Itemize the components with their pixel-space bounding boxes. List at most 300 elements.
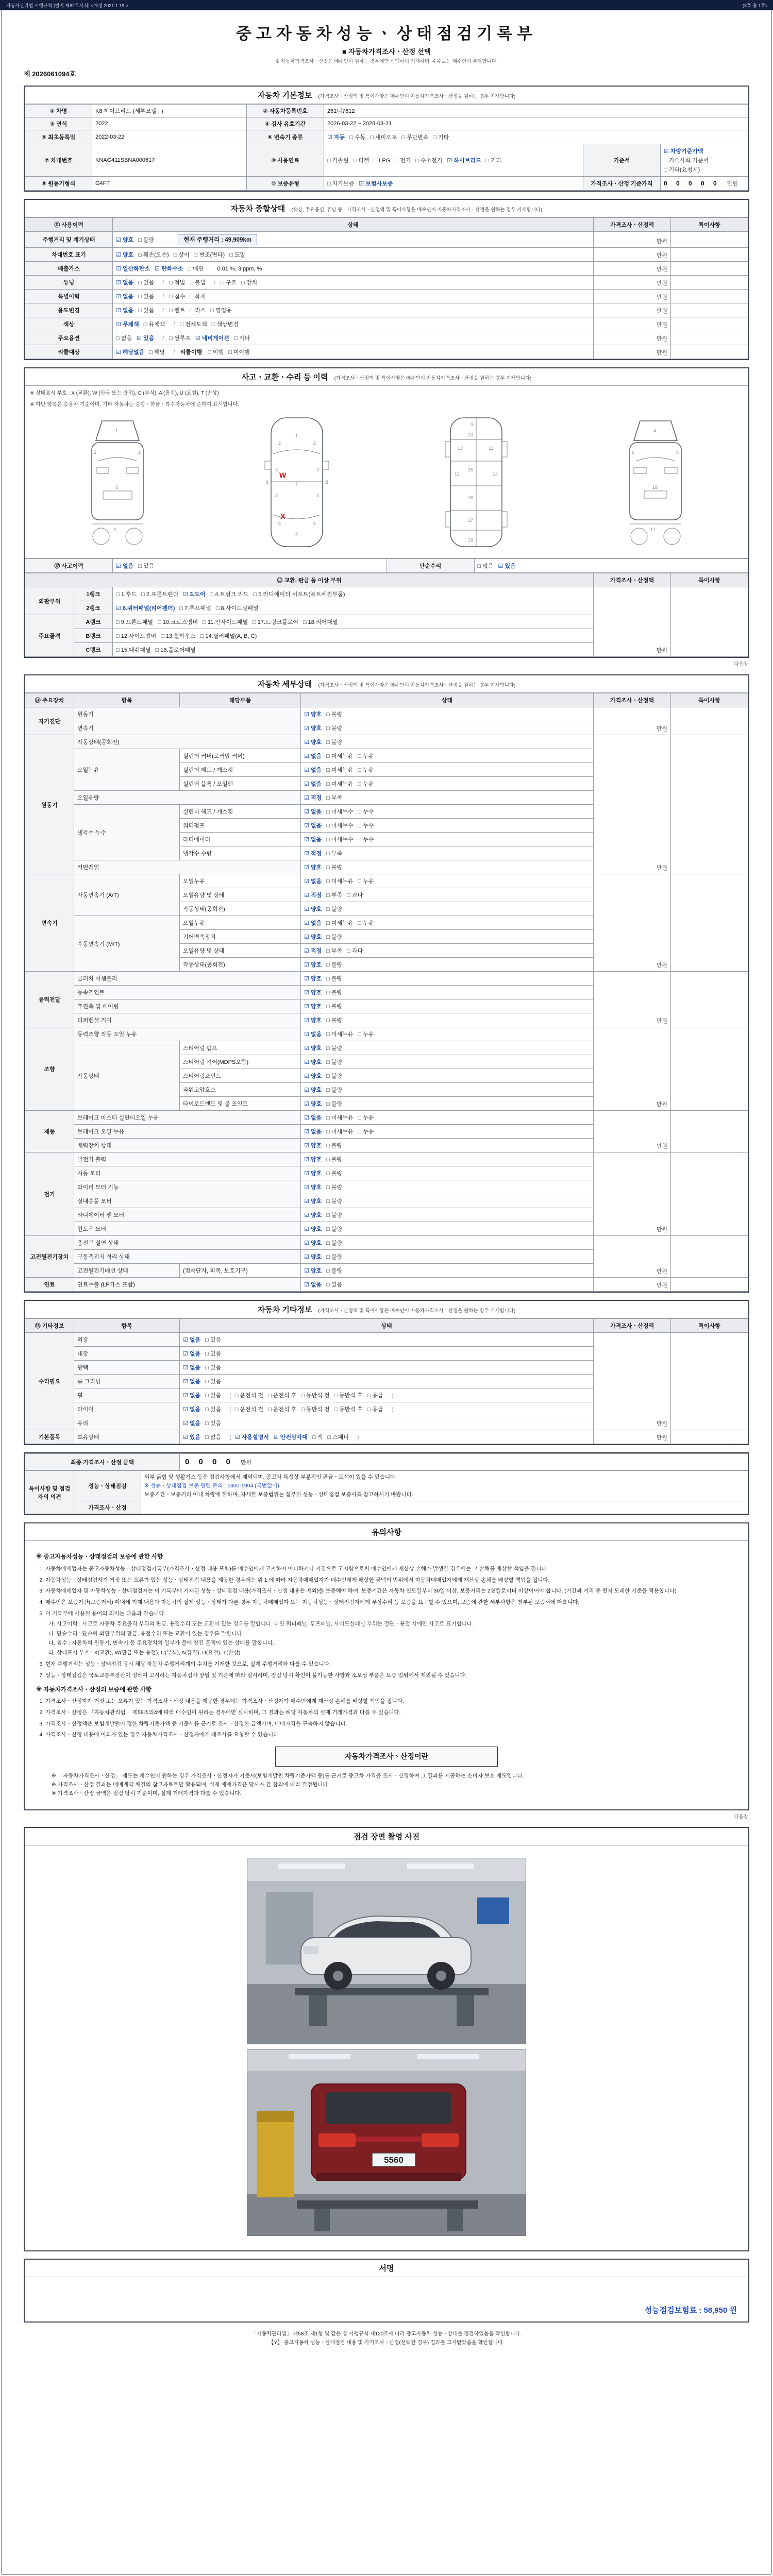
checkbox-안전삼각대[interactable]: ☑ 안전삼각대: [273, 1434, 308, 1440]
price-cell: 만원: [594, 1236, 671, 1278]
car-front-view-diagram: [53, 414, 182, 553]
field-label: ① 차명: [25, 105, 92, 117]
checkbox-불량[interactable]: □ 불량: [326, 1004, 343, 1010]
checkbox-누유[interactable]: □ 누유: [358, 878, 374, 885]
checkbox-양호[interactable]: ☑ 양호: [304, 1226, 322, 1232]
item-label: 브레이크 마스터 실린더오일 누유: [74, 1111, 301, 1125]
checkbox-디젤[interactable]: □ 디젤: [353, 158, 369, 164]
checkbox-미세누유[interactable]: □ 미세누유: [326, 1031, 354, 1038]
row-label: 배출가스: [25, 262, 113, 276]
row-label: 리콜대상: [25, 345, 113, 359]
checkbox-양호[interactable]: ☑ 양호: [304, 1004, 322, 1010]
checkbox-18.리어패널[interactable]: □ 18.리어패널: [303, 619, 338, 625]
checkbox-이행[interactable]: □ 이행: [208, 349, 224, 355]
checkbox-4.트렁크 리드[interactable]: □ 4.트렁크 리드: [210, 591, 249, 598]
field-label: ③ 연식: [25, 117, 92, 130]
divider: ): [357, 1434, 359, 1440]
checkbox-네비게이션[interactable]: ☑ 네비게이션: [195, 335, 229, 342]
checkbox-탄화수소[interactable]: ☑ 탄화수소: [155, 266, 183, 272]
checkbox-불량[interactable]: □ 불량: [326, 1073, 343, 1079]
checkbox-누유[interactable]: □ 누유: [358, 781, 374, 787]
checkbox-하이브리드[interactable]: ☑ 하이브리드: [447, 158, 481, 164]
checkbox-없음[interactable]: ☑ 없음: [183, 1365, 201, 1371]
checkbox-부족[interactable]: □ 부족: [326, 892, 343, 899]
definition-line: ※ 「자동차가격조사ㆍ산정」 제도는 매수인이 원하는 경우 가격조사ㆍ산정자가 기준서(보험개발원 차량기준가액 등)를 근거로 중고차 가격을 조사ㆍ산정하여 그 결과를 제공하는 소비자 보호 제도입니다.: [52, 1772, 524, 1779]
checkbox-7.루프패널[interactable]: □ 7.루프패널: [179, 605, 211, 612]
price-cell: 만원: [594, 1278, 671, 1292]
checkbox-상이[interactable]: □ 상이: [173, 252, 190, 258]
checkbox-양호[interactable]: ☑ 양호: [304, 990, 322, 996]
checkbox-13.휠하우스[interactable]: □ 13.휠하우스: [161, 633, 196, 639]
field-label: 가격조사ㆍ산정 기준가격: [583, 177, 660, 191]
photos-title: 점검 장면 촬영 사진: [25, 1828, 748, 1845]
checkbox-11.인사이드패널[interactable]: □ 11.인사이드패널: [203, 619, 248, 625]
checkbox-10.크로스멤버[interactable]: □ 10.크로스멤버: [158, 619, 198, 625]
item-label: 작동상태: [74, 1041, 180, 1111]
checkbox-미세누유[interactable]: □ 미세누유: [326, 1129, 354, 1135]
checkbox-잭[interactable]: □ 잭: [312, 1434, 323, 1440]
checkbox-있음[interactable]: □ 있음: [205, 1406, 222, 1413]
checkbox-적정[interactable]: ☑ 적정: [304, 948, 322, 954]
panel-group-label: 주요골격: [25, 615, 74, 657]
checkbox-누유[interactable]: □ 누유: [358, 920, 374, 926]
checkbox-있음[interactable]: □ 있음: [205, 1351, 222, 1357]
note-cell: [671, 331, 748, 345]
checkbox-미세누수[interactable]: □ 미세누수: [326, 823, 354, 829]
checkbox-스패너[interactable]: □ 스패너: [327, 1434, 349, 1440]
item-label: 냉각수 누수: [74, 805, 180, 860]
checkbox-기타[interactable]: □ 기타: [433, 134, 449, 141]
checkbox-없음[interactable]: ☑ 없음: [304, 1129, 322, 1135]
final-price-digits: 0 0 0 0: [185, 1458, 234, 1466]
checkbox-응급[interactable]: □ 응급: [367, 1393, 383, 1399]
checkbox-미세누유[interactable]: □ 미세누유: [326, 781, 354, 787]
checkbox-양호[interactable]: ☑ 양호: [304, 1198, 322, 1205]
checkbox-동반석 전[interactable]: □ 동반석 전: [301, 1393, 330, 1399]
price-survey-definition-lines: [36, 1772, 737, 1802]
checkbox-없음[interactable]: ☑ 없음: [304, 753, 322, 759]
checkbox-유채색[interactable]: □ 유채색: [143, 321, 165, 328]
checkbox-6.쿼터패널(리어펜더)[interactable]: ☑ 6.쿼터패널(리어펜더): [116, 605, 175, 612]
checkbox-미세누유[interactable]: □ 미세누유: [326, 920, 354, 926]
price-survey-definition-title: 자동차가격조사ㆍ산정이란: [275, 1747, 498, 1766]
checkbox-일산화탄소[interactable]: ☑ 일산화탄소: [116, 266, 150, 272]
checkbox-불량[interactable]: □ 불량: [326, 962, 343, 968]
next-page-label: 다음장: [734, 1814, 748, 1820]
damage-mark: W: [279, 471, 287, 479]
checkbox-양호[interactable]: ☑ 양호: [304, 725, 322, 732]
checkbox-전기[interactable]: □ 전기: [395, 158, 411, 164]
checkbox-적정[interactable]: ☑ 적정: [304, 851, 322, 857]
checkbox-해당없음[interactable]: ☑ 해당없음: [116, 349, 145, 355]
device-group-label: 조향: [25, 1027, 74, 1111]
checkbox-영업용[interactable]: □ 영업용: [210, 308, 232, 314]
overall-condition-table: [25, 217, 748, 359]
item-label: 추진축 및 베어링: [74, 999, 301, 1013]
status-cell: [113, 276, 594, 290]
checkbox-불량[interactable]: □ 불량: [326, 865, 343, 871]
checkbox-없음[interactable]: ☑ 없음: [183, 1420, 201, 1427]
checkbox-미세누유[interactable]: □ 미세누유: [326, 1115, 354, 1121]
checkbox-있음[interactable]: ☑ 있음: [498, 563, 516, 569]
checkbox-수동[interactable]: □ 수동: [349, 134, 366, 141]
detail-row: [25, 1278, 748, 1292]
checkbox-없음[interactable]: ☑ 없음: [183, 1351, 201, 1357]
notice-sub-item: 라. 상태표시 부호 : X(교환), W(판금 또는 용접), C(부식), A(흠집), U(요철), T(손상): [48, 1650, 241, 1656]
status-options: [116, 280, 159, 286]
notice-subsection-title: ※ 중고자동차성능ㆍ상태점검의 보증에 관한 사항: [36, 1554, 163, 1561]
table-header-row: [25, 573, 748, 587]
footer-statements: [24, 2330, 749, 2347]
checkbox-불량[interactable]: □ 불량: [326, 1157, 343, 1163]
checkbox-미세누수[interactable]: □ 미세누수: [326, 809, 354, 815]
checkbox-자동[interactable]: ☑ 자동: [327, 134, 345, 141]
checkbox-적법[interactable]: □ 적법: [169, 280, 186, 286]
checkbox-불법[interactable]: □ 불법: [190, 280, 206, 286]
inspector-opinion-text: [141, 1471, 748, 1501]
table-header-row: [25, 218, 748, 232]
checkbox-누수[interactable]: □ 누수: [358, 823, 374, 829]
checkbox-불량[interactable]: □ 불량: [326, 1171, 343, 1177]
checkbox-양호[interactable]: ☑ 양호: [304, 1073, 322, 1079]
checkbox-불량[interactable]: □ 불량: [326, 906, 343, 912]
status-cell: [301, 805, 594, 819]
checkbox-없음[interactable]: ☑ 없음: [183, 1393, 201, 1399]
checkbox-누유[interactable]: □ 누유: [358, 767, 374, 773]
column-header: 해당부품: [180, 693, 301, 707]
checkbox-불량[interactable]: □ 불량: [326, 1059, 343, 1065]
status-cell: [180, 1402, 594, 1416]
price-cell: 만원: [594, 735, 671, 874]
checkbox-없음[interactable]: ☑ 없음: [304, 1115, 322, 1121]
opinion-row-label: 성능ㆍ상태점검: [74, 1471, 141, 1501]
checkbox-누유[interactable]: □ 누유: [358, 1115, 374, 1121]
checkbox-수소전기[interactable]: □ 수소전기: [415, 158, 443, 164]
footer-line: 【Y】 중고자동차 성능ㆍ상태점검 내용 및 가격조사ㆍ산정(선택한 경우) 결과를 고지받았음을 확인합니다.: [268, 2340, 505, 2346]
checkbox-양호[interactable]: ☑ 양호: [304, 865, 322, 871]
section-detail-title-text: 자동차 세부상태: [257, 680, 312, 689]
checkbox-있음[interactable]: □ 있음: [326, 1282, 343, 1288]
checkbox-양호[interactable]: ☑ 양호: [304, 1059, 322, 1065]
checkbox-불량[interactable]: □ 불량: [326, 1212, 343, 1218]
checkbox-무채색[interactable]: ☑ 무채색: [116, 321, 139, 328]
status-cell: [301, 1069, 594, 1083]
checkbox-불량[interactable]: □ 불량: [326, 711, 343, 718]
checkbox-없음[interactable]: ☑ 없음: [183, 1406, 201, 1413]
checkbox-양호[interactable]: ☑ 양호: [304, 739, 322, 745]
checkbox-불량[interactable]: □ 불량: [326, 1018, 343, 1024]
column-header: 가격조사ㆍ산정액: [594, 1319, 671, 1333]
checkbox-색상변경[interactable]: □ 색상변경: [211, 321, 239, 328]
field-label: ⑧ 사용연료: [247, 144, 324, 177]
checkbox-구조[interactable]: □ 구조: [221, 280, 237, 286]
checkbox-양호[interactable]: ☑ 양호: [304, 1018, 322, 1024]
checkbox-자가보증[interactable]: □ 자가보증: [327, 181, 355, 187]
status-cell: [301, 1125, 594, 1139]
status-options: [116, 321, 170, 328]
checkbox-12.사이드멤버[interactable]: □ 12.사이드멤버: [116, 633, 157, 639]
checkbox-불량[interactable]: □ 불량: [326, 725, 343, 732]
status-options: [116, 266, 208, 272]
checkbox-없음[interactable]: ☑ 없음: [304, 823, 322, 829]
rank-label: A랭크: [74, 615, 113, 629]
checkbox-있음[interactable]: □ 있음: [138, 294, 155, 300]
checkbox-미세누유[interactable]: □ 미세누유: [326, 878, 354, 885]
checkbox-차량기준가액[interactable]: ☑ 차량기준가액: [663, 148, 703, 155]
price-cell: 만원: [594, 262, 671, 276]
detail-row: [25, 874, 748, 888]
checkbox-8.사이드실패널[interactable]: □ 8.사이드실패널: [215, 605, 259, 612]
table-header-row: [25, 1319, 748, 1333]
checkbox-전체도색[interactable]: □ 전체도색: [180, 321, 207, 328]
note-cell: [671, 317, 748, 331]
checkbox-양호[interactable]: ☑ 양호: [304, 1240, 322, 1246]
checkbox-기타[interactable]: □ 기타: [485, 158, 502, 164]
opinion-line: 외부 긁힘 및 생활기스 등은 점검사항에서 제외되며, 중고차 특성상 부분적인 판금ㆍ도색이 있을 수 있습니다.: [144, 1474, 397, 1480]
checkbox-없음[interactable]: □ 없음: [116, 335, 132, 342]
checkbox-보험사보증[interactable]: ☑ 보험사보증: [359, 181, 393, 187]
checkbox-불량[interactable]: □ 불량: [326, 1143, 343, 1149]
notice-sub-item: 나. 단순수리 : 단순히 외판부위의 판금, 용접수리 또는 교환이 있는 경우를 말합니다.: [48, 1630, 244, 1637]
status-cell: [180, 1416, 594, 1430]
checkbox-매연[interactable]: □ 매연: [188, 266, 204, 272]
divider: /: [162, 308, 164, 314]
checkbox-양호[interactable]: ☑ 양호: [304, 1143, 322, 1149]
checkbox-리스[interactable]: □ 리스: [190, 308, 206, 314]
checkbox-양호[interactable]: ☑ 양호: [304, 1171, 322, 1177]
checkbox-누수[interactable]: □ 누수: [358, 809, 374, 815]
checkbox-있음[interactable]: □ 있음: [205, 1337, 222, 1343]
checkbox-있음[interactable]: □ 있음: [138, 563, 155, 569]
checkbox-무단변속[interactable]: □ 무단변속: [401, 134, 429, 141]
checkbox-양호[interactable]: ☑ 양호: [304, 1157, 322, 1163]
checkbox-미이행[interactable]: □ 미이행: [228, 349, 250, 355]
checkbox-2.프론트펜더[interactable]: □ 2.프론트펜더: [141, 591, 179, 598]
checkbox-없음[interactable]: ☑ 없음: [304, 781, 322, 787]
checkbox-운전석 후[interactable]: □ 운전석 후: [268, 1393, 297, 1399]
notice-sub-item: 가. 사고이력 : 사고로 자동차 주요골격 부위의 판금, 용접수리 또는 교환이 있는 경우를 말합니다. 다만 쿼터패널, 루프패널, 사이드실패널 부위는 절단ㆍ용접 시에만 사고로 표기합니다.: [48, 1620, 474, 1627]
checkbox-변조(변타)[interactable]: □ 변조(변타): [194, 252, 225, 258]
checkbox-불량[interactable]: □ 불량: [326, 739, 343, 745]
checkbox-있음[interactable]: □ 있음: [138, 308, 155, 314]
checkbox-해당[interactable]: □ 해당: [149, 349, 165, 355]
column-header: 항목: [74, 693, 180, 707]
checkbox-양호[interactable]: ☑ 양호: [304, 711, 322, 718]
checkbox-없음[interactable]: ☑ 없음: [116, 563, 134, 569]
svg-text:17: 17: [650, 527, 656, 532]
checkbox-있음[interactable]: □ 있음: [138, 280, 155, 286]
checkbox-세미오토[interactable]: □ 세미오토: [370, 134, 397, 141]
car-damage-diagrams: [25, 409, 748, 558]
checkbox-적정[interactable]: ☑ 적정: [304, 795, 322, 801]
checkbox-렌트[interactable]: □ 렌트: [169, 308, 186, 314]
checkbox-장치[interactable]: □ 장치: [241, 280, 258, 286]
svg-text:5: 5: [115, 485, 119, 490]
divider: /: [214, 280, 216, 286]
checkbox-불량[interactable]: □ 불량: [326, 1268, 343, 1274]
checkbox-불량[interactable]: □ 불량: [326, 934, 343, 940]
checkbox-불량[interactable]: □ 불량: [326, 1198, 343, 1205]
checkbox-운전석 후[interactable]: □ 운전석 후: [268, 1406, 297, 1413]
status-cell: [301, 902, 594, 916]
checkbox-없음[interactable]: ☑ 없음: [304, 920, 322, 926]
svg-text:7: 7: [295, 482, 298, 487]
checkbox-부족[interactable]: □ 부족: [326, 948, 343, 954]
checkbox-불량[interactable]: □ 불량: [326, 976, 343, 982]
column-header: 상태: [180, 1319, 594, 1333]
checkbox-침수[interactable]: □ 침수: [169, 294, 186, 300]
checkbox-양호[interactable]: ☑ 양호: [304, 934, 322, 940]
checkbox-도말[interactable]: □ 도말: [229, 252, 246, 258]
checkbox-불량[interactable]: □ 불량: [138, 237, 155, 243]
checkbox-있음[interactable]: □ 있음: [205, 1379, 222, 1385]
checkbox-양호[interactable]: ☑ 양호: [304, 1101, 322, 1107]
checkbox-16.플로어패널[interactable]: □ 16.플로어패널: [155, 647, 196, 653]
page-indicator: (3쪽 중 1쪽): [742, 3, 767, 8]
checkbox-15.대쉬패널[interactable]: □ 15.대쉬패널: [116, 647, 151, 653]
final-price-value: [180, 1454, 748, 1470]
checkbox-양호[interactable]: ☑ 양호: [116, 237, 134, 243]
svg-text:2: 2: [138, 450, 141, 455]
basic-info-table: [25, 104, 748, 191]
exchange-panel-table: [25, 573, 748, 657]
column-header: ⑭ 주요장치: [25, 693, 74, 707]
checkbox-있음[interactable]: □ 있음: [205, 1365, 222, 1371]
checkbox-양호[interactable]: ☑ 양호: [304, 1268, 322, 1274]
checkbox-기타(요청시)[interactable]: □ 기타(요청시): [663, 167, 700, 173]
checkbox-없음[interactable]: ☑ 없음: [304, 767, 322, 773]
column-header: 가격조사ㆍ산정액: [594, 218, 671, 232]
svg-text:1: 1: [115, 428, 119, 433]
checkbox-누유[interactable]: □ 누유: [358, 1031, 374, 1038]
checkbox-기타[interactable]: □ 기타: [233, 335, 250, 342]
part-label: 작동상태(공회전): [180, 902, 301, 916]
checkbox-썬루프[interactable]: □ 썬루프: [169, 335, 191, 342]
checkbox-양호[interactable]: ☑ 양호: [304, 1045, 322, 1052]
checkbox-동반석 전[interactable]: □ 동반석 전: [301, 1406, 330, 1413]
checkbox-적정[interactable]: ☑ 적정: [304, 892, 322, 899]
checkbox-5.라디에이터 서포트(볼트체결부품)[interactable]: □ 5.라디에이터 서포트(볼트체결부품): [253, 591, 345, 598]
checkbox-없음[interactable]: ☑ 없음: [304, 1031, 322, 1038]
checkbox-누수[interactable]: □ 누수: [358, 837, 374, 843]
signature-area[interactable]: [25, 2277, 748, 2321]
checkbox-양호[interactable]: ☑ 양호: [304, 1254, 322, 1260]
svg-text:16: 16: [468, 495, 474, 500]
checkbox-없음[interactable]: ☑ 없음: [304, 809, 322, 815]
checkbox-미세누수[interactable]: □ 미세누수: [326, 837, 354, 843]
checkbox-누유[interactable]: □ 누유: [358, 753, 374, 759]
checkbox-1.후드[interactable]: □ 1.후드: [116, 591, 137, 598]
checkbox-부족[interactable]: □ 부족: [326, 851, 343, 857]
checkbox-응급[interactable]: □ 응급: [367, 1406, 383, 1413]
svg-text:8: 8: [326, 480, 329, 485]
checkbox-동반석 후[interactable]: □ 동반석 후: [334, 1406, 363, 1413]
checkbox-가솔린[interactable]: □ 가솔린: [327, 158, 349, 164]
section-etc-note: (가격조사ㆍ산정액 및 특이사항은 매수인이 자동차가격조사ㆍ산정을 원하는 경우 기재합니다): [318, 1308, 516, 1314]
checkbox-양호[interactable]: ☑ 양호: [304, 1212, 322, 1218]
checkbox-불량[interactable]: □ 불량: [326, 990, 343, 996]
checkbox-사용설명서[interactable]: ☑ 사용설명서: [234, 1434, 269, 1440]
item-label: 외장: [74, 1333, 180, 1347]
checkbox-없음[interactable]: ☑ 없음: [116, 294, 134, 300]
price-cell: 만원: [594, 232, 671, 248]
checkbox-있음[interactable]: □ 있음: [205, 1393, 222, 1399]
checkbox-양호[interactable]: ☑ 양호: [304, 1087, 322, 1093]
note-cell: [671, 972, 748, 1027]
checkbox-LPG[interactable]: □ LPG: [374, 158, 391, 164]
checkbox-양호[interactable]: ☑ 양호: [304, 1184, 322, 1191]
note-cell: [671, 1333, 748, 1430]
checkbox-불량[interactable]: □ 불량: [326, 1226, 343, 1232]
checkbox-훼손(오손)[interactable]: □ 훼손(오손): [138, 252, 169, 258]
checkbox-없음[interactable]: ☑ 없음: [116, 280, 134, 286]
checkbox-없음[interactable]: ☑ 없음: [304, 837, 322, 843]
table-row: [25, 262, 748, 276]
checkbox-17.트렁크플로어[interactable]: □ 17.트렁크플로어: [253, 619, 298, 625]
checkbox-없음[interactable]: ☑ 없음: [304, 878, 322, 885]
checkbox-9.프론트패널[interactable]: □ 9.프론트패널: [116, 619, 154, 625]
price-cell: 만원: [594, 1430, 671, 1444]
field-label: ⑤ 최초등록일: [25, 130, 92, 144]
checkbox-없음[interactable]: □ 없음: [477, 563, 494, 569]
checkbox-3.도어[interactable]: ☑ 3.도어: [183, 591, 206, 598]
checkbox-누유[interactable]: □ 누유: [358, 1129, 374, 1135]
checkbox-기술사회 기준서[interactable]: □ 기술사회 기준서: [663, 158, 709, 164]
checkbox-불량[interactable]: □ 불량: [326, 1101, 343, 1107]
status-cell: [113, 262, 594, 276]
checkbox-있음[interactable]: ☑ 있음: [136, 335, 155, 342]
state-code-legend: ※ 상태표시 부호 : X (교환), W (판금 또는 용접), C (부식), A (흠집), U (요철), T (손상): [30, 391, 219, 396]
status-cell: [301, 721, 594, 735]
etc-row: [25, 1333, 748, 1347]
section-notice: [24, 1522, 749, 1810]
checkbox-미세누유[interactable]: □ 미세누유: [326, 767, 354, 773]
item-label: 광택: [74, 1361, 180, 1375]
checkbox-양호[interactable]: ☑ 양호: [304, 962, 322, 968]
checkbox-양호[interactable]: ☑ 양호: [304, 976, 322, 982]
checkbox-불량[interactable]: □ 불량: [326, 1184, 343, 1191]
checkbox-부족[interactable]: □ 부족: [326, 795, 343, 801]
table-row: [25, 177, 748, 191]
item-label: 보유상태: [74, 1430, 180, 1444]
checkbox-없음[interactable]: ☑ 없음: [116, 308, 134, 314]
checkbox-불량[interactable]: □ 불량: [326, 1240, 343, 1246]
checkbox-과다[interactable]: □ 과다: [347, 948, 363, 954]
status-options: [169, 335, 255, 342]
checkbox-있음[interactable]: □ 있음: [205, 1420, 222, 1427]
definition-line: ※ 가격조사ㆍ산정 결과는 매매계약 체결의 참고자료로만 활용되며, 실제 매매가격은 당사자 간 합의에 따라 결정됩니다.: [52, 1781, 330, 1788]
checkbox-동반석 후[interactable]: □ 동반석 후: [334, 1393, 363, 1399]
checkbox-없음[interactable]: ☑ 없음: [183, 1379, 201, 1385]
checkbox-없음[interactable]: ☑ 없음: [183, 1337, 201, 1343]
checkbox-운전석 전[interactable]: □ 운전석 전: [234, 1406, 264, 1413]
checkbox-양호[interactable]: ☑ 양호: [304, 906, 322, 912]
checkbox-불량[interactable]: □ 불량: [326, 1045, 343, 1052]
checkbox-14.필러패널(A, B, C)[interactable]: □ 14.필러패널(A, B, C): [200, 633, 257, 639]
field-label: 기준서: [583, 144, 660, 177]
checkbox-없음[interactable]: □ 없음: [205, 1434, 222, 1440]
checkbox-없음[interactable]: ☑ 없음: [304, 1282, 322, 1288]
checkbox-불량[interactable]: □ 불량: [326, 1087, 343, 1093]
checkbox-양호[interactable]: ☑ 양호: [116, 252, 134, 258]
checkbox-과다[interactable]: □ 과다: [347, 892, 363, 899]
checkbox-운전석 전[interactable]: □ 운전석 전: [234, 1393, 264, 1399]
checkbox-있음[interactable]: ☑ 있음: [183, 1434, 201, 1440]
checkbox-불량[interactable]: □ 불량: [326, 1254, 343, 1260]
checkbox-미세누유[interactable]: □ 미세누유: [326, 753, 354, 759]
status-cell: [301, 1139, 594, 1153]
checkbox-화재[interactable]: □ 화재: [190, 294, 206, 300]
